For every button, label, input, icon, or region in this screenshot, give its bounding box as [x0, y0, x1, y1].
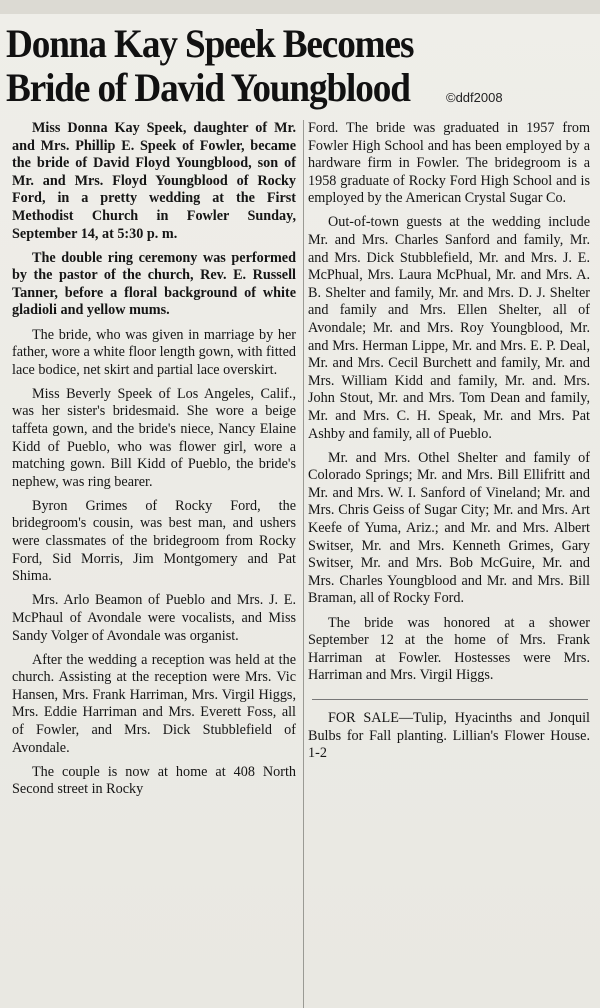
right-column [308, 120, 590, 769]
paragraph: Byron Grimes of Rocky Ford, the bridegroom's cousin, was best man, and ushers were classmates of the bridegroom from Rocky Ford, Sid Morris, Jim Montgomery and Pat Shima. [12, 497, 296, 585]
classified-ad: FOR SALE—Tulip, Hyacinths and Jonquil Bulbs for Fall planting. Lillian's Flower House. 1-2 [308, 709, 590, 762]
paragraph: The bride, who was given in marriage by her father, wore a white floor length gown, with fitted lace bodice, net skirt and partial lace overskirt. [12, 326, 296, 378]
paragraph: The bride was honored at a shower September 12 at the home of Mrs. Frank Harriman at Fowler. Hostesses were Mrs. Harriman and Mrs. Virgil Higgs. [308, 614, 590, 684]
paragraph: Out-of-town guests at the wedding include Mr. and Mrs. Charles Sanford and family, Mr. and Mrs. Dick Stubblefield, Mr. and Mrs. J. E. McPhual, Mrs. Laura McPhual, Mr. and Mrs. A. B. Shelter and family, Mr. and Mrs. D. J. Shelter and family and Mrs. Ellen Shelter, all of Avondale; Mr. and Mrs. Roy Youngblood, Mr. and Mrs. Herman Lippe, Mr. and Mrs. E. P. Deal, Mr. and Mrs. Cecil Burchett and family, Mr. and Mrs. William Kidd and family, Mr. and. Mrs. John Stout, Mr. and Mrs. Tom Dean and family, Mr. and Mrs. C. H. Speak, Mr. and Mrs. Pat Ashby and family, all of Pueblo. [308, 214, 590, 442]
left-column [12, 120, 296, 805]
paragraph: The couple is now at home at 408 North Second street in Rocky [12, 763, 296, 798]
column-divider [303, 120, 304, 1008]
paragraph: Miss Beverly Speek of Los Angeles, Calif., was her sister's bridesmaid. She wore a beige taffeta gown, and the bride's niece, Nancy Elaine Kidd of Pueblo, who was flower girl, wore a matching gown. Bill Kidd of Pueblo, the bride's nephew, was ring bearer. [12, 385, 296, 490]
headline-line-2: Bride of David Youngblood [6, 65, 410, 110]
headline-line-1: Donna Kay Speek Becomes [6, 21, 414, 66]
paragraph: Miss Donna Kay Speek, daughter of Mr. and Mrs. Phillip E. Speek of Fowler, became the bride of David Floyd Youngblood, son of Mr. and Mrs. Floyd Youngblood of Rocky Ford, in a pretty wedding at the First Methodist Church in Fowler Sunday, September 14, at 5:30 p. m. [12, 120, 296, 242]
paragraph: The double ring ceremony was performed by the pastor of the church, Rev. E. Russell Tanner, before a floral background of white gladioli and yellow mums. [12, 249, 296, 319]
watermark: ©ddf2008 [446, 90, 503, 105]
clipping-top-edge [0, 0, 600, 14]
paragraph: After the wedding a reception was held at the church. Assisting at the reception were Mrs. Vic Hansen, Mrs. Frank Harriman, Mrs. Virgil Higgs, Mrs. Eddie Harriman and Mrs. Everett Foss, all of Fowler, and Mrs. Dick Stubblefield of Avondale. [12, 651, 296, 756]
ad-divider [312, 699, 588, 700]
paragraph: Mr. and Mrs. Othel Shelter and family of Colorado Springs; Mr. and Mrs. Bill Ellifritt and Mr. and Mrs. W. I. Sanford of Vineland; Mr. and Mrs. Chris Geiss of Sugar City; Mr. and Mrs. Art Keefe of Yuma, Ariz.; and Mr. and Mrs. Albert Switser, Mr. and Mrs. Kenneth Grimes, Gary Switser, Mr. and Mrs. Bob McGuire, Mr. and Mrs. Charles Youngblood and Mr. and Mrs. Bill Braman, all of Rocky Ford. [308, 449, 590, 607]
paragraph: Mrs. Arlo Beamon of Pueblo and Mrs. J. E. McPhaul of Avondale were vocalists, and Miss Sandy Volger of Avondale was organist. [12, 592, 296, 644]
paragraph-continuation: Ford. The bride was graduated in 1957 from Fowler High School and has been employed by a hardware firm in Fowler. The bridegroom is a 1958 graduate of Rocky Ford High School and is employed by the American Crystal Sugar Co. [308, 120, 590, 207]
